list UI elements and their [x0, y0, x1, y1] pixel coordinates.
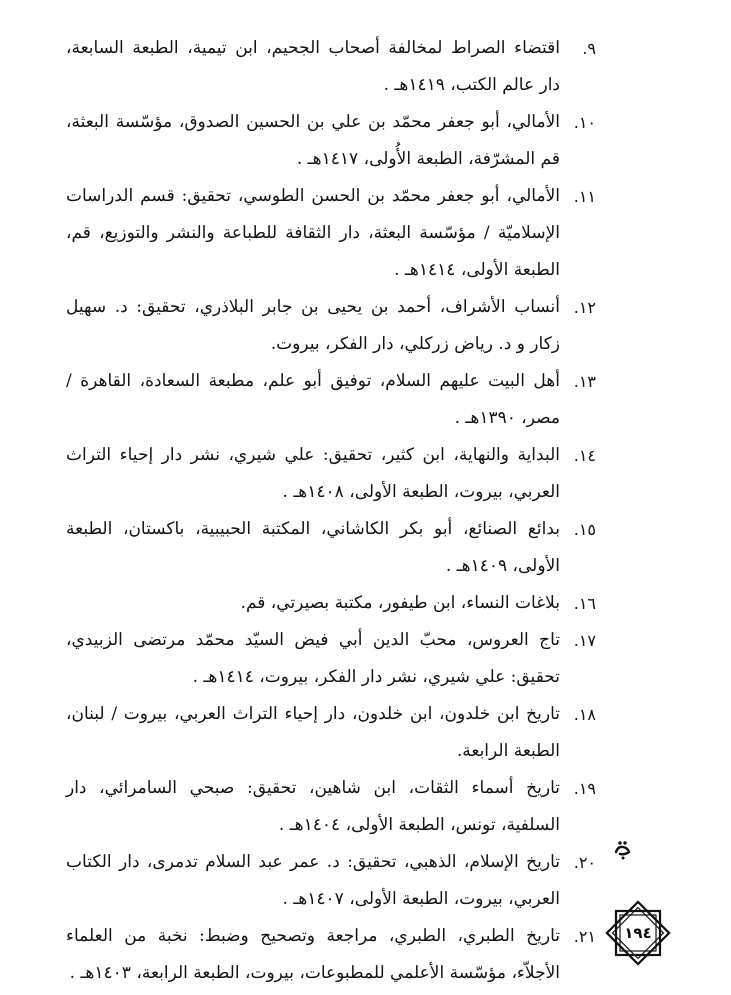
entry-text: تاريخ ابن خلدون، ابن خلدون، دار إحياء التراث العربي، بيروت / لبنان، الطبعة الرابعة.	[66, 704, 560, 761]
page-number: ١٩٤	[624, 924, 652, 942]
entry-text: الأمالي، أبو جعفر محمّد بن الحسن الطوسي، تحقيق: قسم الدراسات الإسلاميّة / مؤسّسة البعثة، دار الثقافة للطباعة والنشر والتوزيع، قم، الطبعة الأولى، ١٤١٤هـ .	[66, 186, 560, 280]
entry-number: ٢٠.	[573, 853, 596, 872]
entry-text: البداية والنهاية، ابن كثير، تحقيق: علي شيري، نشر دار إحياء التراث العربي، بيروت، الطبعة الأولى، ١٤٠٨هـ .	[66, 445, 560, 502]
bibliography-entry-16	[66, 585, 596, 622]
entry-number: ٢١.	[573, 927, 596, 946]
bibliography-entry-9	[66, 30, 596, 104]
bibliography-entry-11	[66, 178, 596, 289]
bibliography-entry-12	[66, 289, 596, 363]
entry-number: ٩.	[582, 39, 596, 58]
bibliography-entry-15	[66, 511, 596, 585]
ornament-glyph-icon	[612, 838, 634, 860]
bibliography-entry-19	[66, 770, 596, 844]
entry-number: ١١.	[573, 187, 596, 206]
entry-number: ١٠.	[573, 113, 596, 132]
page-number-badge	[602, 897, 674, 969]
entry-number: ١٥.	[573, 520, 596, 539]
entry-text: بدائع الصنائع، أبو بكر الكاشاني، المكتبة الحبيبية، باكستان، الطبعة الأولى، ١٤٠٩هـ .	[66, 519, 560, 576]
entry-number: ١٣.	[573, 372, 596, 391]
bibliography-entry-20	[66, 844, 596, 918]
entry-number: ١٧.	[573, 631, 596, 650]
entry-text: تاج العروس، محبّ الدين أبي فيض السيّد محمّد مرتضى الزبيدي، تحقيق: علي شيري، نشر دار الفكر، بيروت، ١٤١٤هـ .	[66, 630, 560, 687]
bibliography-entry-13	[66, 363, 596, 437]
entry-number: ١٦.	[573, 594, 596, 613]
entry-number: ١٤.	[573, 446, 596, 465]
entry-text: أنساب الأشراف، أحمد بن يحيى بن جابر البلاذري، تحقيق: د. سهيل زكار و د. رياض زركلي، دار الفكر، بيروت.	[66, 297, 560, 354]
entry-text: اقتضاء الصراط لمخالفة أصحاب الجحيم، ابن تيمية، الطبعة السابعة، دار عالم الكتب، ١٤١٩هـ .	[66, 38, 560, 95]
entry-text: أهل البيت عليهم السلام، توفيق أبو علم، مطبعة السعادة، القاهرة / مصر، ١٣٩٠هـ .	[66, 371, 560, 428]
entry-text: تاريخ الإسلام، الذهبي، تحقيق: د. عمر عبد السلام تدمرى، دار الكتاب العربي، بيروت، الطبعة الأولى، ١٤٠٧هـ .	[66, 852, 560, 909]
entry-text: تاريخ أسماء الثقات، ابن شاهين، تحقيق: صبحي السامرائي، دار السلفية، تونس، الطبعة الأولى، ١٤٠٤هـ .	[66, 778, 560, 835]
entry-number: ١٢.	[573, 298, 596, 317]
bibliography-entry-21	[66, 918, 596, 992]
entry-number: ١٨.	[573, 705, 596, 724]
entry-text: الأمالي، أبو جعفر محمّد بن علي بن الحسين الصدوق، مؤسّسة البعثة، قم المشرّفة، الطبعة الأُولى، ١٤١٧هـ .	[66, 112, 560, 169]
bibliography-entry-17	[66, 622, 596, 696]
margin-ornament-mark	[612, 838, 634, 860]
bibliography-entry-14	[66, 437, 596, 511]
bibliography-entry-18	[66, 696, 596, 770]
bibliography-list	[66, 30, 596, 992]
entry-text: بلاغات النساء، ابن طيفور، مكتبة بصيرتي، قم.	[240, 593, 560, 613]
bibliography-entry-10	[66, 104, 596, 178]
entry-number: ١٩.	[573, 779, 596, 798]
entry-text: تاريخ الطبري، الطبري، مراجعة وتصحيح وضبط: نخبة من العلماء الأجلاّء، مؤسّسة الأعلمي للمطبوعات، بيروت، الطبعة الرابعة، ١٤٠٣هـ .	[66, 926, 560, 983]
